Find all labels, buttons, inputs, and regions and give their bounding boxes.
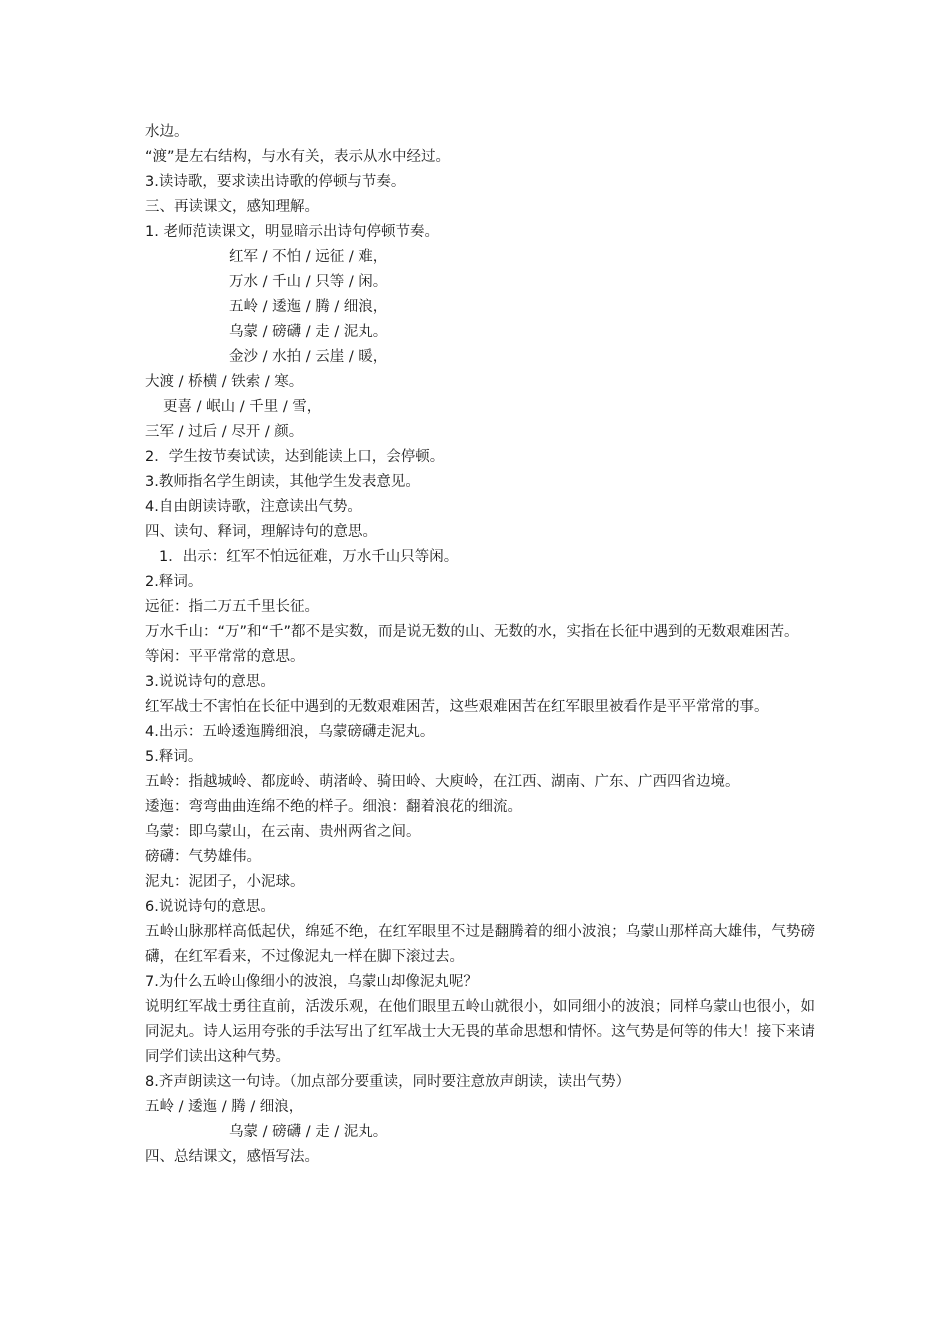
numbered-item: 1. 老师范读课文，明显暗示出诗句停顿节奏。 [145, 224, 439, 240]
definition: 乌蒙：即乌蒙山，在云南、贵州两省之间。 [145, 824, 421, 840]
text-line: 水边。 [145, 124, 189, 140]
numbered-item: 8.齐声朗读这一句诗。（加点部分要重读，同时要注意放声朗读，读出气势） [145, 1074, 631, 1090]
poem-line: 大渡 / 桥横 / 铁索 / 寒。 [145, 374, 304, 390]
text-line: “渡”是左右结构，与水有关，表示从水中经过。 [145, 149, 451, 165]
numbered-item: 3.说说诗句的意思。 [145, 674, 275, 690]
paragraph: 说明红军战士勇往直前，活泼乐观，在他们眼里五岭山就很小，如同细小的波浪；同样乌蒙山也很小，如同泥丸。诗人运用夸张的手法写出了红军战士大无畏的革命思想和情怀。这气势是何等的伟大！接下来请同学们读出这种气势。 [145, 999, 815, 1065]
poem-line: 乌蒙 / 磅礴 / 走 / 泥丸。 [229, 1124, 388, 1140]
definition: 五岭：指越城岭、都庞岭、萌渚岭、骑田岭、大庾岭，在江西、湖南、广东、广西四省边境。 [145, 774, 740, 790]
numbered-item: 5.释词。 [145, 749, 203, 765]
definition: 泥丸：泥团子，小泥球。 [145, 874, 305, 890]
poem-line: 更喜 / 岷山 / 千里 / 雪， [163, 399, 322, 415]
definition: 磅礴：气势雄伟。 [145, 849, 261, 865]
numbered-item: 2.释词。 [145, 574, 203, 590]
poem-line: 五岭 / 逶迤 / 腾 / 细浪， [145, 1099, 304, 1115]
paragraph: 五岭山脉那样高低起伏，绵延不绝，在红军眼里不过是翻腾着的细小波浪；乌蒙山那样高大雄伟，气势磅礴，在红军看来，不过像泥丸一样在脚下滚过去。 [145, 924, 815, 965]
definition: 等闲：平平常常的意思。 [145, 649, 305, 665]
paragraph: 红军战士不害怕在长征中遇到的无数艰难困苦，这些艰难困苦在红军眼里被看作是平平常常的事。 [145, 699, 769, 715]
definition: 逶迤：弯弯曲曲连绵不绝的样子。细浪：翻着浪花的细流。 [145, 799, 522, 815]
section-heading: 四、读句、释词，理解诗句的意思。 [145, 524, 377, 540]
definition: 万水千山：“万”和“千”都不是实数，而是说无数的山、无数的水，实指在长征中遇到的无数艰难困苦。 [145, 624, 799, 640]
numbered-item: 2．学生按节奏试读，达到能读上口，会停顿。 [145, 449, 445, 465]
numbered-item: 4.自由朗读诗歌，注意读出气势。 [145, 499, 362, 515]
numbered-item: 7.为什么五岭山像细小的波浪，乌蒙山却像泥丸呢？ [145, 974, 478, 990]
numbered-item: 1．出示：红军不怕远征难，万水千山只等闲。 [159, 549, 459, 565]
poem-line: 金沙 / 水拍 / 云崖 / 暖， [229, 349, 388, 365]
numbered-item: 4.出示：五岭逶迤腾细浪，乌蒙磅礴走泥丸。 [145, 724, 435, 740]
poem-line: 万水 / 千山 / 只等 / 闲。 [229, 274, 388, 290]
numbered-item: 3.教师指名学生朗读，其他学生发表意见。 [145, 474, 420, 490]
poem-line: 红军 / 不怕 / 远征 / 难， [229, 249, 388, 265]
section-heading: 三、再读课文，感知理解。 [145, 199, 319, 215]
section-heading: 四、总结课文，感悟写法。 [145, 1149, 319, 1165]
poem-line: 乌蒙 / 磅礴 / 走 / 泥丸。 [229, 324, 388, 340]
poem-line: 五岭 / 逶迤 / 腾 / 细浪， [229, 299, 388, 315]
numbered-item: 6.说说诗句的意思。 [145, 899, 275, 915]
numbered-item: 3.读诗歌，要求读出诗歌的停顿与节奏。 [145, 174, 406, 190]
poem-line: 三军 / 过后 / 尽开 / 颜。 [145, 424, 304, 440]
definition: 远征：指二万五千里长征。 [145, 599, 319, 615]
document-body [145, 120, 815, 1170]
